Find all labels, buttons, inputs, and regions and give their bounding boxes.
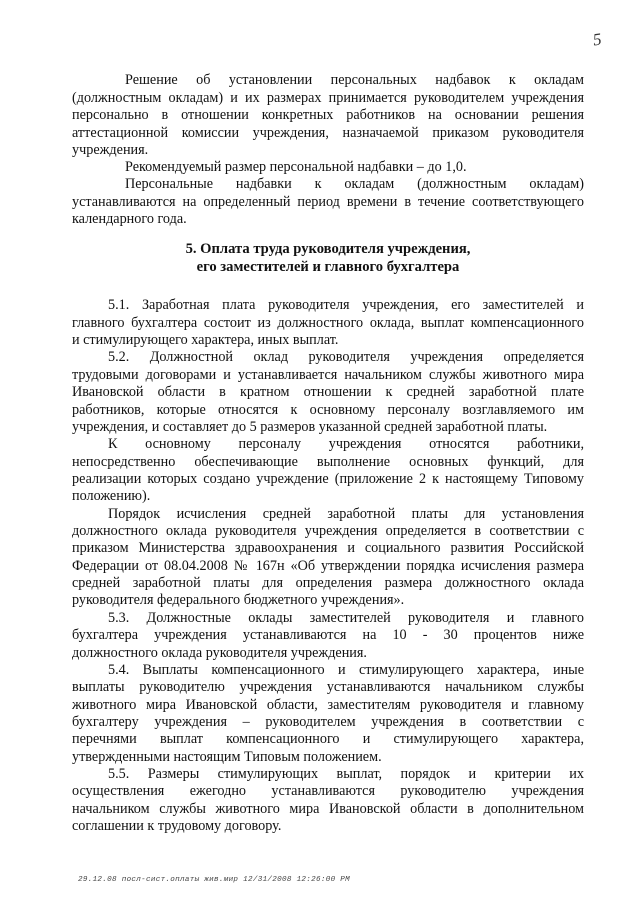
text-line: соглашении к трудовому договору. xyxy=(72,818,282,834)
text-line: Персональные надбавки к окладам (должностным окладам) xyxy=(125,176,584,192)
text-line: календарного года. xyxy=(72,211,187,227)
text-line: должностного оклада руководителя учреждения. xyxy=(72,645,367,661)
text-line: и стимулирующего характера, иных выплат. xyxy=(72,332,339,348)
text-line: выплаты руководителю учреждения устанавливаются начальником службы xyxy=(72,679,584,695)
text-line: бухгалтера учреждения устанавливаются на 10 - 30 процентов ниже xyxy=(72,627,584,643)
text-line: учреждения, и составляет до 5 размеров указанной средней заработной платы. xyxy=(72,419,548,435)
text-line: 5.1. Заработная плата руководителя учреждения, его заместителей и xyxy=(108,297,584,313)
text-line: осуществления ежегодно устанавливаются руководителю учреждения xyxy=(72,783,584,799)
text-line: положению). xyxy=(72,488,151,504)
text-line: учреждения. xyxy=(72,142,149,158)
text-line: непосредственно обеспечивающие выполнение основных функций, для xyxy=(72,454,584,470)
text-line: Рекомендуемый размер персональной надбавки – до 1,0. xyxy=(125,159,467,175)
text-line: животного мира Ивановской области, заместителям руководителя и главному xyxy=(72,697,584,713)
text-line: Ивановской области в кратном отношении к средней заработной плате xyxy=(72,384,584,400)
text-line: Порядок исчисления средней заработной платы для установления xyxy=(108,506,584,522)
text-line: перечнями выплат компенсационного и стимулирующего характера, xyxy=(72,731,584,747)
text-line: Решение об установлении персональных надбавок к окладам xyxy=(125,72,584,88)
text-line: трудовыми договорами и устанавливается начальником службы животного мира xyxy=(72,367,584,383)
text-line: утвержденными настоящим Типовым положением. xyxy=(72,749,382,765)
section-heading-line-1: 5. Оплата труда руководителя учреждения, xyxy=(185,241,471,257)
text-line: персонально в отношении конкретных работников на основании решения xyxy=(72,107,584,123)
text-line: приказом Министерства здравоохранения и социального развития Российской xyxy=(72,540,584,556)
text-line: устанавливаются на определенный период времени в течение соответствующего xyxy=(72,194,584,210)
text-line: К основному персоналу учреждения относятся работники, xyxy=(108,436,584,452)
text-line: Федерации от 08.04.2008 № 167н «Об утверждении порядка исчисления размера xyxy=(72,558,584,574)
file-footer: 29.12.08 посл-сист.оплаты жив.мир 12/31/2008 12:26:00 PM xyxy=(78,876,350,884)
text-line: 5.5. Размеры стимулирующих выплат, порядок и критерии их xyxy=(108,766,584,782)
text-line: 5.3. Должностные оклады заместителей руководителя и главного xyxy=(108,610,584,626)
text-line: аттестационной комиссии учреждения, назначаемой приказом руководителя xyxy=(72,125,584,141)
text-line: должностного оклада руководителя учреждения определяется в соответствии с xyxy=(72,523,584,539)
text-line: (должностным окладам) и их размерах принимается руководителем учреждения xyxy=(72,90,584,106)
text-line: работников, которые относятся к основному персоналу возглавляемого им xyxy=(72,402,584,418)
text-line: реализации которых создано учреждение (приложение 2 к настоящему Типовому xyxy=(72,471,584,487)
text-line: 5.2. Должностной оклад руководителя учреждения определяется xyxy=(108,349,584,365)
page-number: 5 xyxy=(591,29,603,50)
text-line: главного бухгалтера состоит из должностного оклада, выплат компенсационного xyxy=(72,315,584,331)
text-line: бухгалтеру учреждения – руководителем учреждения в соответствии с xyxy=(72,714,584,730)
text-line: средней заработной платы для определения размера должностного оклада xyxy=(72,575,584,591)
text-line: 5.4. Выплаты компенсационного и стимулирующего характера, иные xyxy=(108,662,584,678)
text-line: начальником службы животного мира Ивановской области в дополнительном xyxy=(72,801,584,817)
text-line: руководителя федерального бюджетного учреждения». xyxy=(72,592,405,608)
section-heading-line-2: его заместителей и главного бухгалтера xyxy=(196,259,460,275)
